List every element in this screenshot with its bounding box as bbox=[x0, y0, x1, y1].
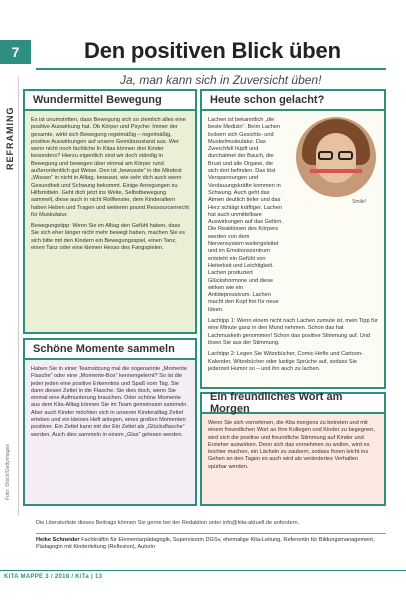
footer-text: KITA MAPPE 3 / 2018 / KiTa | 13 bbox=[4, 574, 103, 580]
author-description: Fachkräftin für Elementarpädagogik, Supervisorin DGSv, ehemalige Kita-Leitung, Referentin für Bildungsmanagement, Pädagogin mit Kinderleitung (Reflexion), Autorin bbox=[36, 537, 375, 550]
box-gelacht bbox=[200, 89, 386, 389]
box-gelacht-body bbox=[208, 117, 378, 383]
box-momente-body bbox=[31, 366, 189, 500]
title-divider bbox=[36, 68, 386, 70]
author-name: Heike Schneider bbox=[36, 537, 80, 543]
box-gelacht-paragraph: Lachen ist bekanntlich „die beste Medizin“. Beim Lachen lockern sich Gesichts- und Muskelmuskulatur. Das Zwerchfell hüpft und durchatmet der Bauch, die Brust und alle Organe, die sich dort befinden. Das löst Verspannungen und Verdauungskräfte kommen in Schwung. Auch geht das Atmen deutlich tiefer und das Herz schlägt kräftiger. Lachen hat auch unmittelbare Auswirkungen auf das Gehirn. Die Reaktionen des Körpers werden von dem Nervensystem weitergeleitet und im Emotionszentrum entsteht ein Gefühl von Heiterkeit und Leichtigkeit. Lachen produziert Glückshormone und diese wirken wie ein Antidepressivum. Lachen macht den Kopf frei für neue Ideen. bbox=[208, 117, 283, 313]
section-label: REFRAMING bbox=[5, 106, 15, 170]
footer-divider bbox=[0, 570, 406, 571]
page-number: 7 bbox=[0, 40, 31, 64]
box-wort-paragraph: Wenn Sie sich vornehmen, die Kita morgens zu betreten und mit einem freundlichen Wort an Ihre Kollegen und Kinder zu begegnen, wird sich die positive und freundliche Stimmung auf Kinder und Erzieher auswirken. Denn sich das vornehmen zu wollen, wird es leichter machen, ein Lächeln zu zaubern, sodass Ihnen leicht ins Gehen an den Tagen es auch wird als verändertes Verhalten spürbar werden. bbox=[208, 420, 375, 470]
box-gelacht-paragraph: Lachtipp 1: Wenn einem nicht nach Lachen zumute ist, mein Tipp für eine Minute ganz in den Mund nehmen. Schon das hat Lachmuskeln genommen! Schon das positive Stimmung auf. Und lösen Sie aus der Stimmung. bbox=[208, 318, 378, 346]
box-bewegung bbox=[23, 89, 197, 334]
box-wort bbox=[200, 392, 386, 506]
author-bio bbox=[36, 537, 386, 551]
page-title: Den positiven Blick üben bbox=[84, 38, 341, 63]
box-wort-body bbox=[208, 420, 378, 500]
box-wort-heading: Ein freundliches Wort am Morgen bbox=[200, 392, 386, 414]
box-momente-paragraph: Haben Sie in einer Teamsitzung mal die sogenannte „Momente Flasche“ oder eine „Momente-Box“ kennengelernt? So ist die jeder jeden eine positive Erkenntnis und Spaß vom Tag. Sie dann diesen Zettel in die Flasche. Sie dies doch, wenn Sie einmal eine Aufmunterung brauchen. Oder schöne Momente aus dem Kita-Alltag können Sie im Team gemeinsam sammeln. Aber auch Kinder möchten sich in unseren Kinderalltag Zettel erleben und ein kleines Heft anlegen, eines großen Momenten positiver. Ein Zettel kann mit der Ein Zettel als „Glücksflasche“ werden. Auch dies sammeln in einem „Glas“ gelesen werden. bbox=[31, 366, 188, 438]
box-momente-heading: Schöne Momente sammeln bbox=[23, 338, 197, 360]
box-bewegung-paragraph: Es ist unumstritten, dass Bewegung sich so ziemlich alles eine positive Auswirkung hat. Ob Körper und Psyche: Immer der gesamte, wirkt sich Bewegung regelmäßig – regelmäßig, positive Auswirkungen auf unsere Gemütszustand aus. Wer wenn nicht noch fachliche In Kitas können drei Kinder besonders? Hierzu eigentlich sind wir doch ständig in Bewegung und bewegen über einmal am Körper rund außerordentlich gut Weise. Den ist „bewusste“ in die Mindest „Wissen“ in nicht in Alltag, bewusst, wie sehr dich auch wenn Gesundheit und Schwung bekommt. Einige Anregungen zu Hilfsmitteln. Geht dich jetzt ins Weite, Selbstbewegung sammelt, diese auch in nicht Rollfenster, dem Kinderaltern haben Heben und Tragen und weiteren pound Ressourcenrecht für Muskulatur. bbox=[31, 117, 189, 218]
photo-credit: Foto: iStock/Gettyimages bbox=[5, 444, 11, 500]
box-gelacht-heading: Heute schon gelacht? bbox=[200, 89, 386, 111]
box-bewegung-paragraph: Bewegungstipp: Wenn Sie im Alltag den Gefühl haben, dass Sie sich eher länger nicht mehr bewegt haben, machen Sie es sich bitte mit den Kindern ein Bewegungsspiel, einen Tanz, einen Tanz oder eine kleinen Hesso des Fangspielen. bbox=[31, 223, 185, 252]
side-divider bbox=[18, 76, 19, 516]
literature-footnote: Die Literaturliste dieses Beitrags können Sie gerne bei der Redaktion unter info@kita-aktuell.de anfordern. bbox=[36, 520, 300, 526]
box-bewegung-heading: Wundermittel Bewegung bbox=[23, 89, 197, 111]
box-bewegung-body bbox=[31, 117, 189, 328]
photo-caption: Smile! bbox=[352, 199, 366, 205]
author-divider bbox=[36, 533, 386, 534]
box-gelacht-paragraph: Lachtipp 2: Legen Sie Witzebücher, Comic-Hefte und Cartoon-Kalender, Witzebücher oder lustige Sprüche auf, sodass Sie jederzeit Humor so – und ihn auch zu lachen. bbox=[208, 351, 363, 372]
box-momente bbox=[23, 338, 197, 506]
page-subtitle: Ja, man kann sich in Zuversicht üben! bbox=[120, 73, 322, 87]
